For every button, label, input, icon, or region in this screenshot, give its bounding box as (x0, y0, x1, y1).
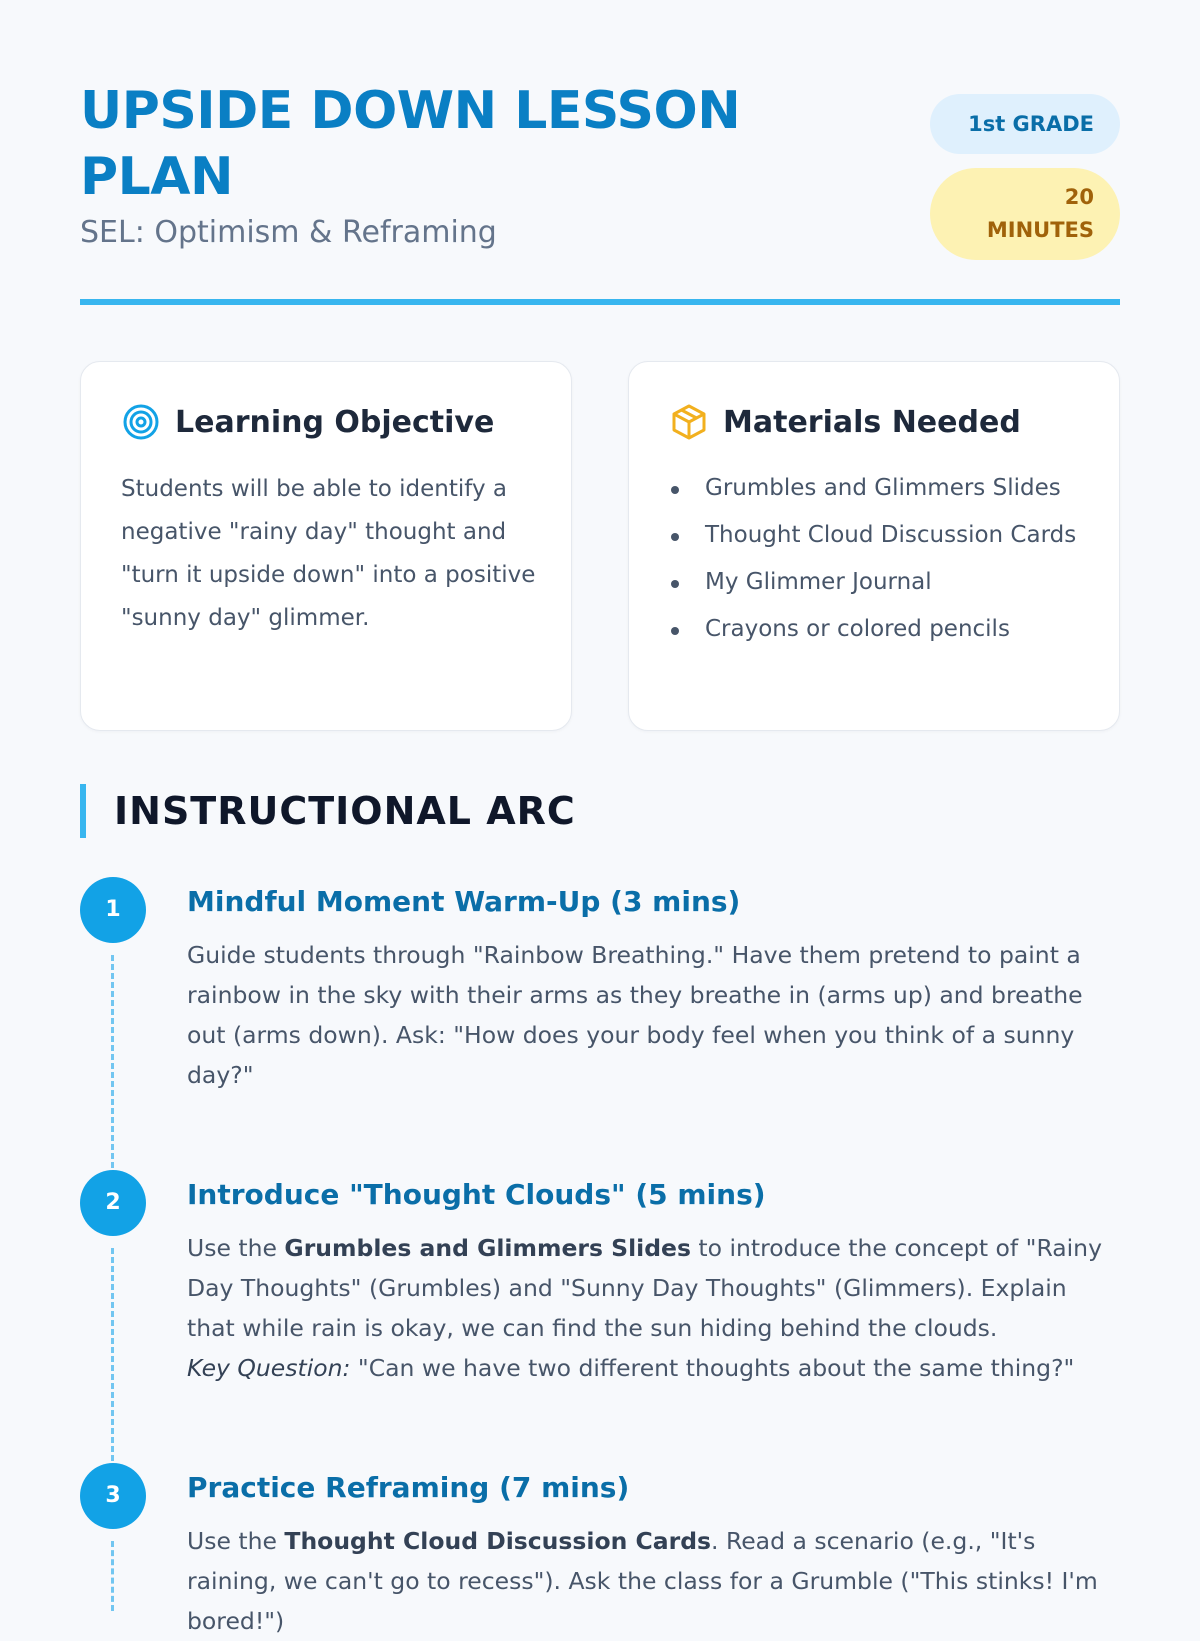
step-connector (111, 1541, 114, 1611)
page-title: UPSIDE DOWN LESSON PLAN (80, 81, 741, 207)
key-question-text: "Can we have two different thoughts about the same thing?" (350, 1354, 1075, 1382)
material-reference: Thought Cloud Discussion Cards (284, 1527, 712, 1555)
list-item: Grumbles and Glimmers Slides (669, 468, 1089, 508)
step-number: 3 (80, 1463, 146, 1529)
target-icon (121, 402, 161, 442)
objective-text: Students will be able to identify a negative "rainy day" thought and "turn it upside down" into a positive "sunny day" glimmer. (121, 476, 536, 631)
key-question-label: Key Question: (187, 1354, 351, 1382)
step-text-body: . Read a scenario (e.g., "It's raining, we can't go to recess"). Ask the class for a Grumble ("This stinks! I'm bored!") (187, 1527, 1098, 1635)
objective-title: Learning Objective (175, 404, 495, 440)
step-description (187, 1228, 1107, 1388)
header-divider (80, 299, 1120, 305)
list-item: My Glimmer Journal (669, 562, 1089, 602)
step-description: Guide students through "Rainbow Breathing." Have them pretend to paint a rainbow in the sky with their arms as they breathe in (arms up) and breathe out (arms down). Ask: "How does your body feel when you think of a sunny day?" (187, 941, 1083, 1089)
step-number: 1 (80, 877, 146, 943)
objective-card (80, 361, 572, 731)
step-text-body: to introduce the concept of "Rainy Day Thoughts" (Grumbles) and "Sunny Day Thoughts" (Glimmers). Explain that while rain is okay, we can find the sun hiding behind the clouds. (187, 1234, 1102, 1342)
duration-badge: 20 MINUTES (930, 168, 1120, 260)
grade-badge: 1st GRADE (930, 94, 1120, 154)
materials-list (669, 468, 1089, 656)
step-text-intro: Use the (187, 1234, 285, 1262)
box-icon (669, 402, 709, 442)
step-title: Mindful Moment Warm-Up (3 mins) (187, 885, 741, 918)
step-text-intro: Use the (187, 1527, 285, 1555)
materials-card (628, 361, 1120, 731)
section-title: INSTRUCTIONAL ARC (80, 784, 576, 838)
page-subtitle: SEL: Optimism & Reframing (80, 215, 497, 250)
step-number: 2 (80, 1170, 146, 1236)
header (80, 0, 1120, 306)
overview-cards (80, 361, 1120, 731)
lesson-plan-page (80, 0, 1120, 1635)
step-description (187, 1521, 1107, 1641)
list-item: Crayons or colored pencils (669, 609, 1089, 649)
material-reference: Grumbles and Glimmers Slides (284, 1234, 691, 1262)
materials-card-header (669, 402, 1021, 442)
materials-title: Materials Needed (723, 404, 1021, 440)
step-connector (111, 955, 114, 1195)
step-title: Practice Reframing (7 mins) (187, 1471, 630, 1504)
list-item: Thought Cloud Discussion Cards (669, 515, 1089, 555)
objective-card-header (121, 402, 494, 442)
step-title: Introduce "Thought Clouds" (5 mins) (187, 1178, 766, 1211)
step-connector (111, 1248, 114, 1488)
